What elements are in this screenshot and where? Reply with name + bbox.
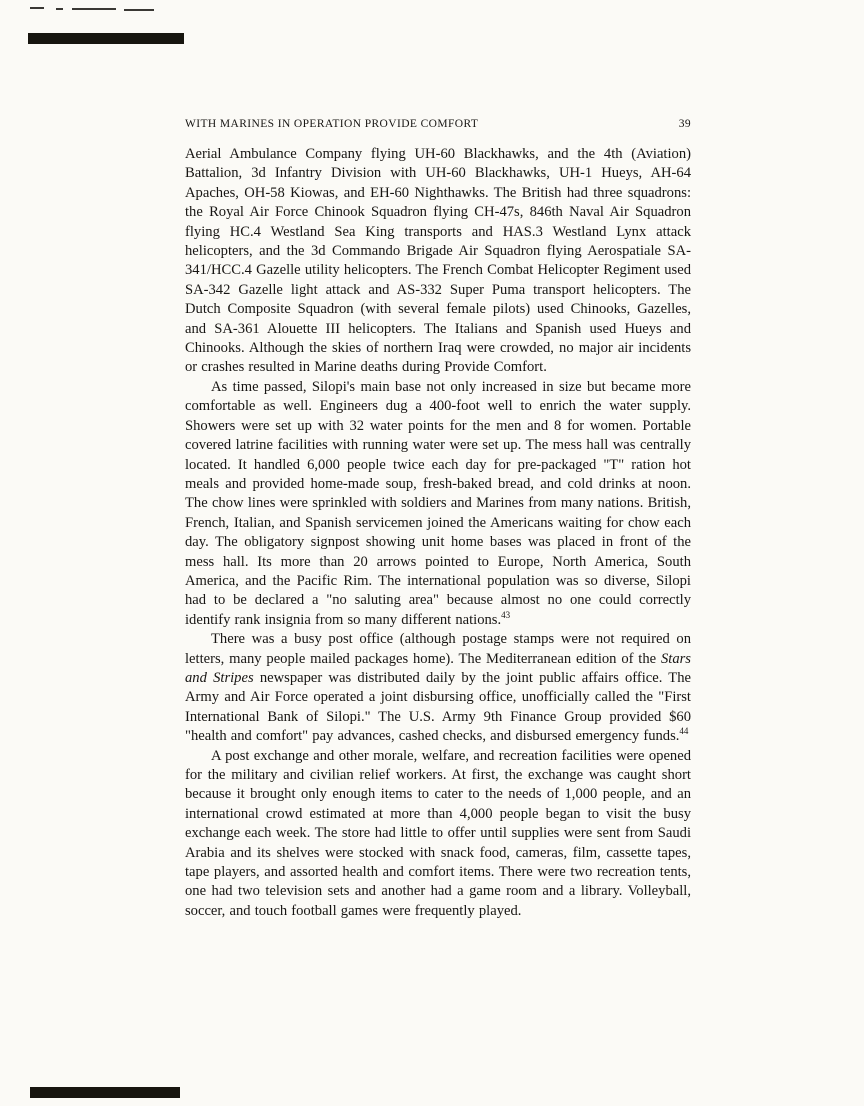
scan-artifact-dash [30, 7, 44, 9]
scan-artifact-bottom-bar [30, 1087, 180, 1098]
paragraph-3 [185, 630, 691, 746]
paragraph-2 [185, 378, 691, 630]
paragraph-1 [185, 145, 691, 378]
paragraph-text: A post exchange and other morale, welfare, and recreation facilities were opened for the military and civilian relief workers. At first, the exchange was caught short because it brought only enough items to cater to the needs of 1,000 people, and an international crowd estimated at more than 4,000 people began to visit the busy exchange each week. The store had little to offer until supplies were sent from Saudi Arabia and its shelves were stocked with snack food, cameras, film, cassette tapes, tape players, and assorted health and comfort items. There were two recreation tents, one had two television sets and another had a game room and a library. Volleyball, soccer, and touch football games were frequently played. [185, 747, 691, 919]
footnote-ref-43: 43 [501, 609, 511, 620]
scan-artifact-dash [56, 8, 63, 10]
page-content [185, 118, 691, 921]
paragraph-4 [185, 747, 691, 922]
running-head-title: WITH MARINES IN OPERATION PROVIDE COMFORT [185, 118, 479, 130]
running-head [185, 118, 691, 130]
page-number: 39 [678, 118, 691, 130]
scan-artifact-dash [72, 8, 116, 10]
footnote-ref-44: 44 [679, 726, 689, 737]
body-text [185, 145, 691, 921]
paragraph-text: As time passed, Silopi's main base not only increased in size but became more comfortable as well. Engineers dug a 400-foot well to enrich the water supply. Showers were set up with 32 water points for the men and 8 for women. Portable covered latrine facilities with running water were set up. The mess hall was centrally located. It handled 6,000 people twice each day for pre-packaged "T" ration hot meals and provided home-made soup, fresh-baked bread, and cold drinks at noon. The chow lines were sprinkled with soldiers and Marines from many nations. British, French, Italian, and Spanish servicemen joined the Americans waiting for chow each day. The obligatory signpost showing unit home bases was placed in front of the mess hall. Its more than 20 arrows pointed to Europe, North America, South America, and the Pacific Rim. The international population was so diverse, Silopi had to be declared a "no saluting area" because almost no one could correctly identify rank insignia from so many different nations. [185, 378, 691, 628]
scan-artifact-dash [124, 9, 154, 11]
scan-artifact-top-bar [28, 33, 184, 44]
paragraph-text: newspaper was distributed daily by the joint public affairs office. The Army and Air Force operated a joint disbursing office, unofficially called the "First International Bank of Silopi." The U.S. Army 9th Finance Group provided $60 "health and comfort" pay advances, cashed checks, and disbursed emergency funds. [185, 669, 692, 745]
paragraph-text: Aerial Ambulance Company flying UH-60 Blackhawks, and the 4th (Aviation) Battalion, 3d Infantry Division with UH-60 Blackhawks, UH-1 Hueys, AH-64 Apaches, OH-58 Kiowas, and EH-60 Nighthawks. The British had three squadrons: the Royal Air Force Chinook Squadron flying CH-47s, 846th Naval Air Squadron flying HC.4 Westland Sea King transports and HAS.3 Westland Lynx attack helicopters, and the 3d Commando Brigade Air Squadron flying Aerospatiale SA-341/HCC.4 Gazelle utility helicopters. The French Combat Helicopter Regiment used SA-342 Gazelle light attack and AS-332 Super Puma transport helicopters. The Dutch Composite Squadron (with several female pilots) used Chinooks, Gazelles, and SA-361 Alouette III helicopters. The Italians and Spanish used Hueys and Chinooks. Although the skies of northern Iraq were crowded, no major air incidents or crashes resulted in Marine deaths during Provide Comfort. [185, 146, 691, 376]
paragraph-text: There was a busy post office (although postage stamps were not required on letters, many people mailed packages home). The Mediterranean edition of the [185, 631, 691, 667]
italic-title: Stars and Stripes [185, 650, 691, 686]
